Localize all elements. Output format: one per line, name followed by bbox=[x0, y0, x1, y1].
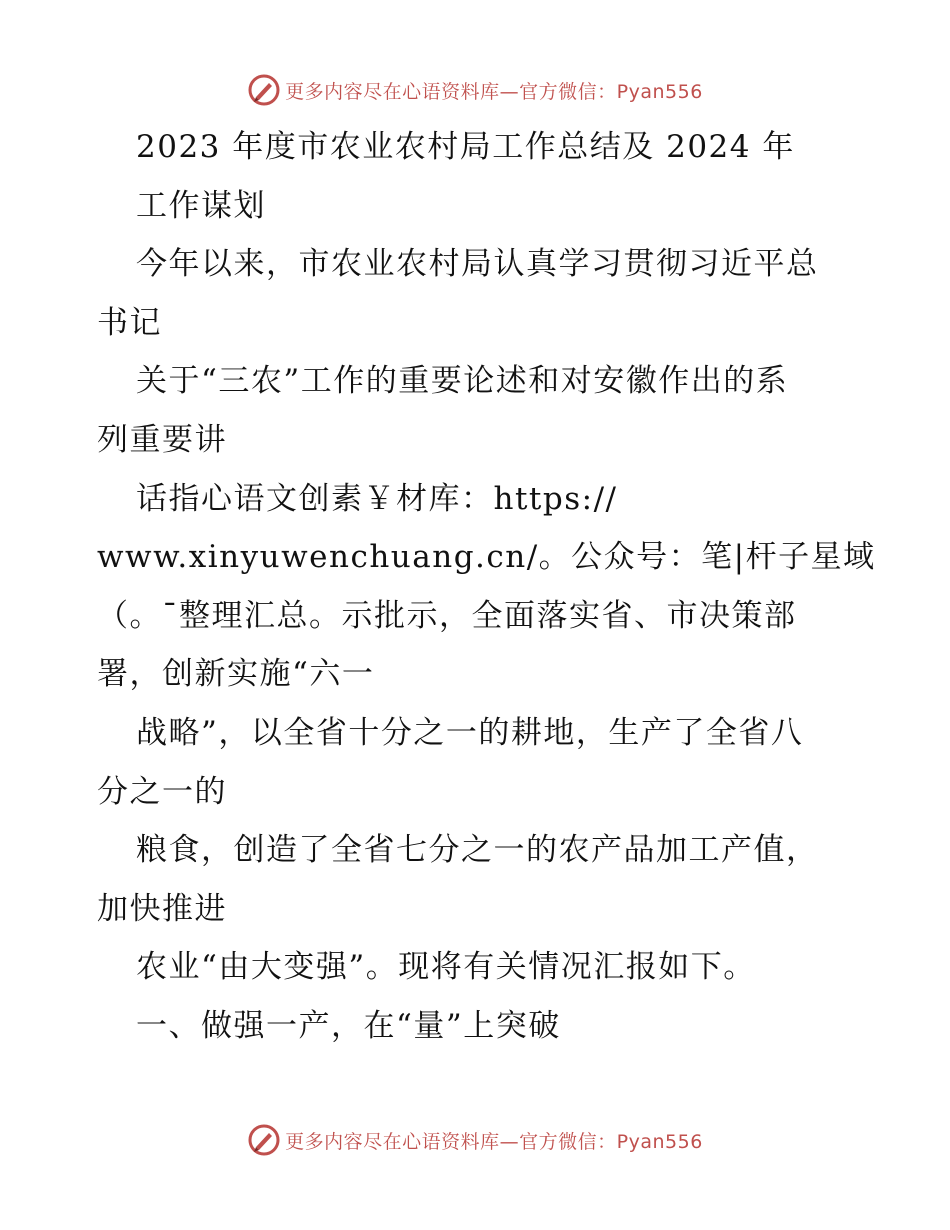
section-heading: 一、做强一产，在“量”上突破 bbox=[136, 1007, 561, 1044]
footer-banner bbox=[0, 1120, 950, 1160]
paragraph-line: 话指心语文创素￥材库：https:// bbox=[136, 480, 618, 517]
paragraph-line: （。¯整理汇总。示批示，全面落实省、市决策部 bbox=[97, 597, 797, 634]
paragraph-line: 战略”，以全省十分之一的耕地，生产了全省八 bbox=[136, 714, 804, 751]
document-body bbox=[0, 118, 950, 1056]
paragraph-line-url: www.xinyuwenchuang.cn/。公众号：笔|杆子星域 bbox=[97, 539, 876, 576]
paragraph-line: 署，创新实施“六一 bbox=[97, 656, 375, 693]
paragraph-line: 列重要讲 bbox=[97, 421, 227, 458]
pen-logo-icon bbox=[247, 1123, 281, 1157]
paragraph-line: 加快推进 bbox=[97, 890, 227, 927]
footer-banner-text: 更多内容尽在心语资料库—官方微信：Pyan556 bbox=[285, 1130, 703, 1153]
paragraph-line: 农业“由大变强”。现将有关情况汇报如下。 bbox=[136, 949, 756, 986]
header-banner bbox=[0, 70, 950, 110]
header-banner-text: 更多内容尽在心语资料库—官方微信：Pyan556 bbox=[285, 80, 703, 103]
paragraph-line: 今年以来，市农业农村局认真学习贯彻习近平总 bbox=[136, 246, 819, 283]
paragraph-line: 粮食，创造了全省七分之一的农产品加工产值， bbox=[136, 832, 819, 869]
doc-title-line-1: 2023 年度市农业农村局工作总结及 2024 年 bbox=[136, 129, 795, 165]
pen-logo-icon bbox=[247, 73, 281, 107]
doc-title-line-2: 工作谋划 bbox=[136, 187, 266, 224]
paragraph-line: 关于“三农”工作的重要论述和对安徽作出的系 bbox=[136, 363, 789, 400]
paragraph-line: 书记 bbox=[97, 304, 162, 341]
paragraph-line: 分之一的 bbox=[97, 773, 227, 810]
